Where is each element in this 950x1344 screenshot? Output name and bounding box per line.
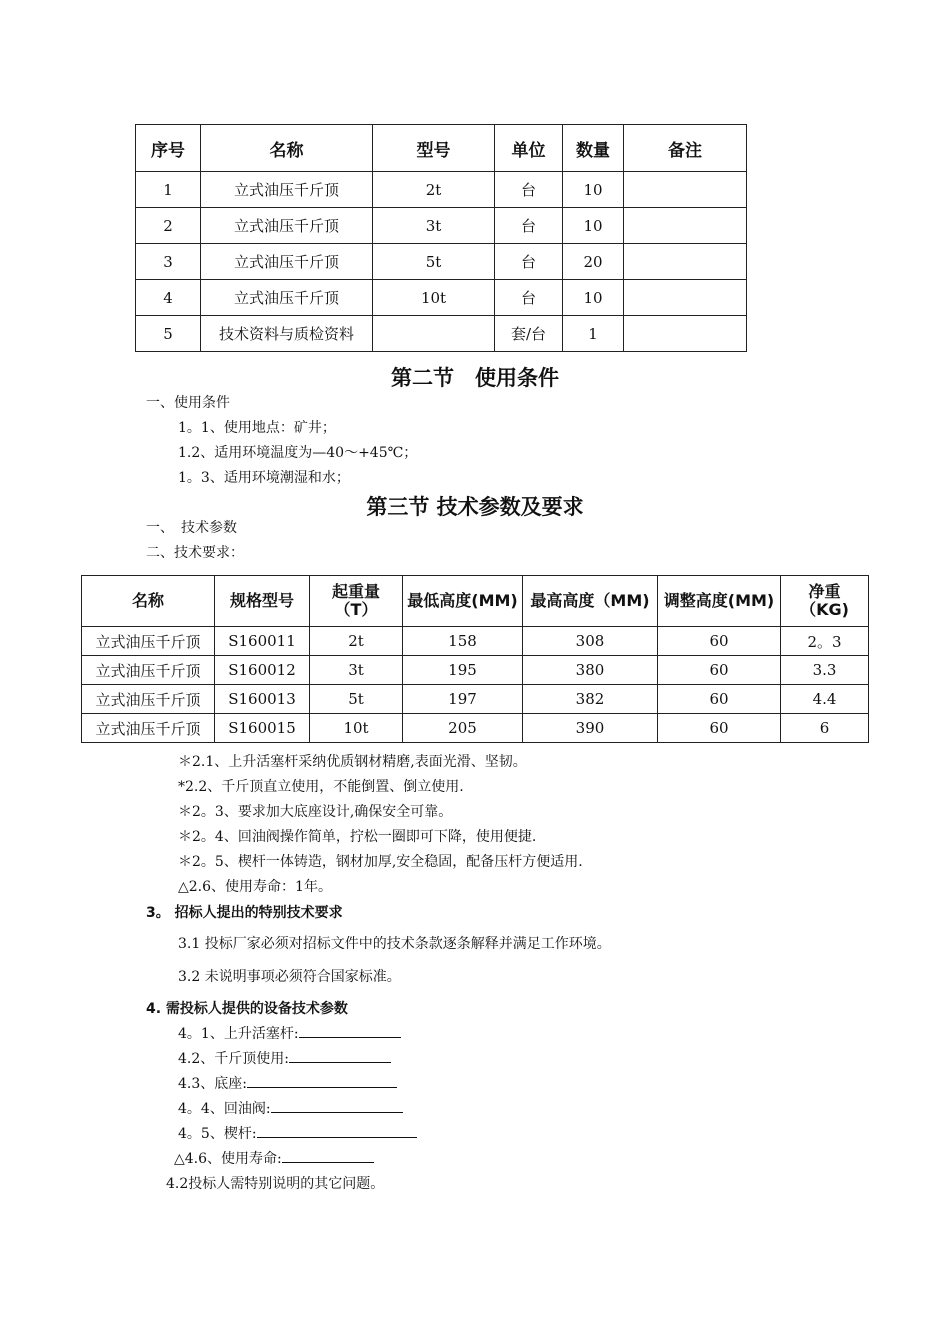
table-cell (624, 316, 747, 352)
table-cell: 5t (373, 244, 495, 280)
param-label: 4。1、上升活塞杆: (178, 1026, 299, 1042)
table-cell (624, 280, 747, 316)
fill-blank[interactable] (257, 1123, 417, 1138)
table-cell: 10 (563, 208, 624, 244)
special-requirement-item: 3.1 投标厂家必须对招标文件中的技术条款逐条解释并满足工作环境。 (178, 936, 611, 952)
table-cell: 197 (403, 685, 523, 714)
header-cell (82, 576, 215, 627)
table-cell: 390 (523, 714, 658, 743)
condition-item: 1。3、适用环境潮湿和水； (178, 470, 350, 486)
table-cell: 2 (136, 208, 201, 244)
header-cell: 数量 (563, 125, 624, 172)
header-cell: 单位 (495, 125, 563, 172)
table-cell: 台 (495, 244, 563, 280)
table-cell: 205 (403, 714, 523, 743)
table-cell: 套/台 (495, 316, 563, 352)
table-cell: 1 (563, 316, 624, 352)
table-cell: 2t (373, 172, 495, 208)
table-cell: 5 (136, 316, 201, 352)
fill-blank[interactable] (282, 1148, 374, 1163)
header-cell (781, 576, 869, 627)
table-cell: 10 (563, 280, 624, 316)
table-cell: 60 (658, 685, 781, 714)
bidder-notes: 4.2投标人需特别说明的其它问题。 (166, 1176, 385, 1192)
tech-params-table (81, 575, 869, 743)
table-row (136, 172, 747, 208)
table-cell (624, 244, 747, 280)
header-text: 起重量 (331, 582, 380, 601)
table-cell: 4.4 (781, 685, 869, 714)
requirement-item: ＊2。4、回油阀操作简单，拧松一圈即可下降，使用便捷. (178, 829, 537, 845)
table-row (136, 280, 747, 316)
header-cell (403, 576, 523, 627)
fill-blank[interactable] (289, 1048, 391, 1063)
param-field (174, 1148, 374, 1168)
table-cell: 2。3 (781, 627, 869, 656)
header-text: 名称 (131, 591, 164, 610)
table-cell: 10t (310, 714, 403, 743)
fill-blank[interactable] (271, 1098, 403, 1113)
param-field (178, 1123, 417, 1143)
header-cell: 序号 (136, 125, 201, 172)
table-cell: 立式油压千斤顶 (201, 172, 373, 208)
fill-blank[interactable] (299, 1023, 401, 1038)
table-cell: 382 (523, 685, 658, 714)
section-2-subheading: 一、使用条件 (146, 395, 230, 411)
param-label: 4.3、底座: (178, 1076, 247, 1092)
param-field (178, 1023, 401, 1043)
header-text: 规格型号 (229, 591, 294, 610)
fill-blank[interactable] (247, 1073, 397, 1088)
table-cell: 10t (373, 280, 495, 316)
table-cell: 3 (136, 244, 201, 280)
table-row (82, 627, 869, 656)
param-field (178, 1048, 391, 1068)
table-cell: 6 (781, 714, 869, 743)
requirement-item: ＊2.1、上升活塞杆采纳优质钢材精磨,表面光滑、坚韧。 (178, 754, 527, 770)
table-cell: 立式油压千斤顶 (82, 656, 215, 685)
table-cell: 3.3 (781, 656, 869, 685)
table-cell: 台 (495, 280, 563, 316)
param-label: △4.6、使用寿命: (174, 1151, 282, 1167)
table-cell (373, 316, 495, 352)
table-header-row (82, 576, 869, 627)
table-row (82, 656, 869, 685)
requirement-item: ＊2。3、要求加大底座设计,确保安全可靠。 (178, 804, 453, 820)
table-cell: 60 (658, 714, 781, 743)
table-cell: 技术资料与质检资料 (201, 316, 373, 352)
table-row (136, 208, 747, 244)
table-cell: 158 (403, 627, 523, 656)
table-cell: 10 (563, 172, 624, 208)
table-cell: 台 (495, 172, 563, 208)
table-cell: 195 (403, 656, 523, 685)
header-cell (523, 576, 658, 627)
table-cell: 3t (310, 656, 403, 685)
table-cell (624, 208, 747, 244)
table-cell: 2t (310, 627, 403, 656)
header-text: （KG) (800, 600, 849, 619)
param-label: 4.2、千斤顶使用: (178, 1051, 289, 1067)
table-cell: 5t (310, 685, 403, 714)
table-cell: 立式油压千斤顶 (82, 714, 215, 743)
table-cell: S160015 (215, 714, 310, 743)
table-cell: 380 (523, 656, 658, 685)
table-cell: 立式油压千斤顶 (201, 280, 373, 316)
table-header-row (136, 125, 747, 172)
param-field (178, 1073, 397, 1093)
header-cell (658, 576, 781, 627)
equipment-list-table (135, 124, 747, 352)
table-row (82, 714, 869, 743)
header-text: 最高高度（MM) (530, 591, 650, 610)
section-2-title: 第二节 使用条件 (391, 366, 559, 390)
table-row (136, 244, 747, 280)
header-cell: 名称 (201, 125, 373, 172)
table-cell: S160012 (215, 656, 310, 685)
header-text: 调整高度(MM) (663, 591, 775, 610)
table-cell: 20 (563, 244, 624, 280)
param-label: 4。4、回油阀: (178, 1101, 271, 1117)
table-cell: 立式油压千斤顶 (201, 208, 373, 244)
table-cell: 立式油压千斤顶 (82, 685, 215, 714)
special-requirement-item: 3.2 未说明事项必须符合国家标准。 (178, 969, 401, 985)
header-text: 最低高度(MM) (407, 591, 518, 610)
section-3-sub1: 一、 技术参数 (146, 520, 237, 536)
table-cell: 308 (523, 627, 658, 656)
table-cell: 4 (136, 280, 201, 316)
table-row (82, 685, 869, 714)
table-cell: S160013 (215, 685, 310, 714)
header-cell (310, 576, 403, 627)
table-cell: S160011 (215, 627, 310, 656)
table-row (136, 316, 747, 352)
table-cell: 60 (658, 656, 781, 685)
table-cell: 立式油压千斤顶 (82, 627, 215, 656)
condition-item: 1。1、使用地点：矿井； (178, 420, 336, 436)
table-cell: 立式油压千斤顶 (201, 244, 373, 280)
header-text: （T） (334, 600, 378, 619)
table-cell: 1 (136, 172, 201, 208)
table-cell: 60 (658, 627, 781, 656)
header-cell: 备注 (624, 125, 747, 172)
condition-item: 1.2、适用环境温度为—40～+45℃； (178, 445, 418, 461)
table-cell (624, 172, 747, 208)
section-3-sub2: 二、技术要求： (146, 545, 244, 561)
header-cell (215, 576, 310, 627)
special-requirements-title: 3。 招标人提出的特别技术要求 (146, 905, 343, 921)
bidder-params-title: 4. 需投标人提供的设备技术参数 (146, 1001, 348, 1017)
section-3-title: 第三节 技术参数及要求 (366, 495, 584, 519)
requirement-item: *2.2、千斤顶直立使用，不能倒置、倒立使用. (178, 779, 464, 795)
param-field (178, 1098, 403, 1118)
table-cell: 3t (373, 208, 495, 244)
requirement-item: △2.6、使用寿命：1年。 (178, 879, 332, 895)
header-text: 净重 (808, 582, 841, 601)
requirement-item: ＊2。5、楔杆一体铸造，钢材加厚,安全稳固，配备压杆方便适用. (178, 854, 583, 870)
param-label: 4。5、楔杆: (178, 1126, 257, 1142)
table-cell: 台 (495, 208, 563, 244)
header-cell: 型号 (373, 125, 495, 172)
